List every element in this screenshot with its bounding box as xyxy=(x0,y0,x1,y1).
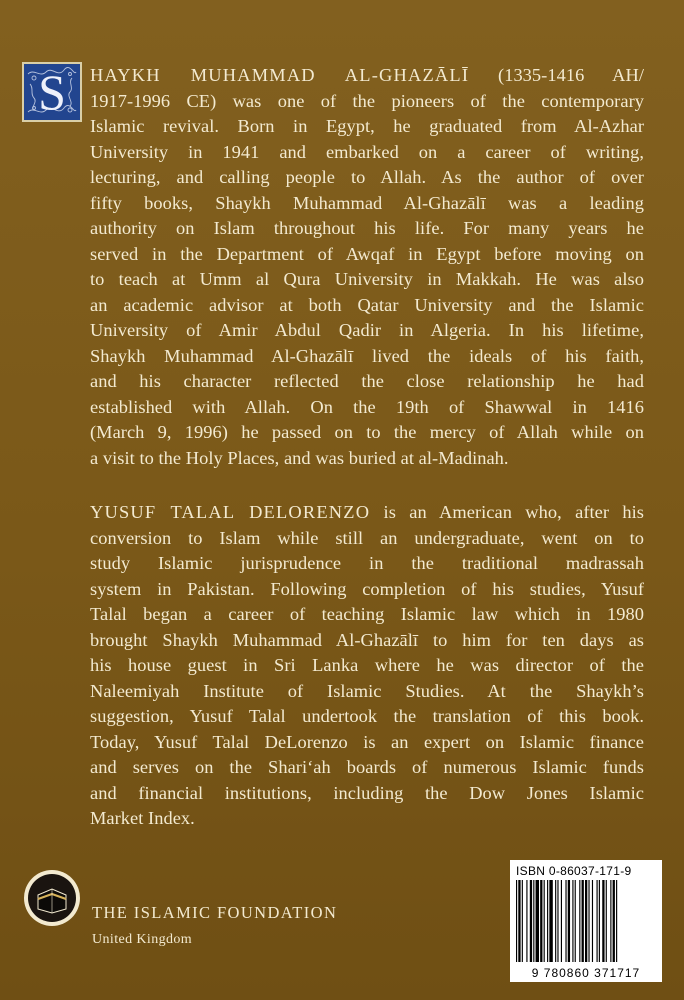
isbn-label: ISBN 0-86037-171-9 xyxy=(516,864,632,878)
bio-line: established with Allah. On the 19th of Shawwal in 1416 xyxy=(90,396,644,417)
bio-line: Talal began a career of teaching Islamic law which in 1980 xyxy=(90,604,644,624)
bio-line: suggestion, Yusuf Talal undertook the translation of this book. xyxy=(90,706,644,726)
barcode-bar xyxy=(572,880,573,962)
bio-line: Market Index. xyxy=(90,808,195,828)
barcode-bar xyxy=(544,880,545,962)
bio-line: and financial institutions, including the Dow Jones Islamic xyxy=(90,782,644,803)
bio-line: Shaykh Muhammad Al-Ghazālī lived the ideals of his faith, xyxy=(90,345,644,366)
bio-line: served in the Department of Awqaf in Egypt before moving on xyxy=(90,243,644,264)
kaaba-logo-icon xyxy=(22,868,82,928)
bio-line: and his character reflected the close relationship he had xyxy=(90,371,644,391)
author-name-lead: HAYKH MUHAMMAD AL-GHAZĀLĪ xyxy=(90,65,470,85)
barcode-area xyxy=(510,860,662,982)
barcode-bar xyxy=(592,880,593,962)
ean-number: 9 780860 371717 xyxy=(531,966,641,980)
author-biography: HAYKH MUHAMMAD AL-GHAZĀLĪ (1335-1416 AH/ 1917-1996 CE) was one of the pioneers of the contemporary Islamic revival. Born in Egypt, he graduated from Al-Azhar University in 1941 and embarked on a career of writing, lecturing, and calling people to Allah. As the author of over fifty books, Shaykh Muhammad Al-Ghazālī was a leading authority on Islam throughout his life. For many years he served in the Department of Awqaf in Egypt before moving on to teach at Umm al Qura University in Makkah. He was also an academic advisor at both Qatar University and the Islamic University of Amir Abdul Qadir in Algeria. In his lifetime, Shaykh Muhammad Al-Ghazālī lived the ideals of his faith, and his character reflected the close relationship he had established with Allah. On the 19th of Shawwal in 1416 (March 9, 1996) he passed on to the mercy of Allah while on a visit to the Holy Places, and was buried at al-Madinah. xyxy=(90,63,644,471)
barcode-bar xyxy=(616,880,617,962)
barcode-bar xyxy=(582,880,584,962)
bio-line: an academic advisor at both Qatar University and the Islamic xyxy=(90,294,644,315)
bio-line: Islamic revival. Born in Egypt, he graduated from Al-Azhar xyxy=(90,116,644,136)
barcode-bar xyxy=(547,880,548,962)
publisher-place: United Kingdom xyxy=(92,932,193,947)
bio-line: Today, Yusuf Talal DeLorenzo is an expert on Islamic finance xyxy=(90,731,644,752)
barcode-bar xyxy=(549,880,552,962)
bio-line: conversion to Islam while still an undergraduate, went on to xyxy=(90,527,644,548)
bio-line: system in Pakistan. Following completion of his studies, Yusuf xyxy=(90,578,644,599)
bio-line: to teach at Umm al Qura University in Makkah. He was also xyxy=(90,269,644,289)
bio-line: and serves on the Shari‘ah boards of numerous Islamic funds xyxy=(90,757,644,777)
barcode-bar xyxy=(540,880,542,962)
barcode-bar xyxy=(565,880,566,962)
barcode-bar xyxy=(606,880,607,962)
bio-line: authority on Islam throughout his life. For many years he xyxy=(90,218,644,238)
bio-line: a visit to the Holy Places, and was buried at al-Madinah. xyxy=(90,447,509,468)
bio-line: his house guest in Sri Lanka where he was director of the xyxy=(90,655,644,675)
publisher-name: THE ISLAMIC FOUNDATION xyxy=(92,903,338,922)
barcode-bars-icon xyxy=(514,880,658,962)
bio-line: fifty books, Shaykh Muhammad Al-Ghazālī was a leading xyxy=(90,192,644,213)
translator-biography: YUSUF TALAL DELORENZO is an American who, after his conversion to Islam while still an undergraduate, went on to study Islamic jurisprudence in the traditional madrassah system in Pakistan. Following completion of his studies, Yusuf Talal began a career of teaching Islamic law which in 1980 brought Shaykh Muhammad Al-Ghazālī to him for ten days as his house guest in Sri Lanka where he was director of the Naleemiyah Institute of Islamic Studies. At the Shaykh’s suggestion, Yusuf Talal undertook the translation of this book. Today, Yusuf Talal DeLorenzo is an expert on Islamic finance and serves on the Shari‘ah boards of numerous Islamic funds and financial institutions, including the Dow Jones Islamic Market Index. xyxy=(90,500,644,832)
barcode-bar xyxy=(533,880,534,962)
barcode-bar xyxy=(530,880,532,962)
barcode-bar xyxy=(602,880,604,962)
barcode-bar xyxy=(579,880,580,962)
drop-cap-s-icon xyxy=(22,62,82,122)
translator-name-lead: YUSUF TALAL DELORENZO xyxy=(90,502,371,522)
barcode-bar xyxy=(557,880,558,962)
barcode-bar xyxy=(516,880,517,962)
barcode-bar xyxy=(599,880,600,962)
barcode-bar xyxy=(610,880,611,962)
barcode-bar xyxy=(518,880,520,962)
bio-line: University in 1941 and embarked on a career of writing, xyxy=(90,141,644,162)
barcode-bar xyxy=(522,880,523,962)
bio-line: (March 9, 1996) he passed on to the mercy of Allah while on xyxy=(90,422,644,442)
svg-text:S: S xyxy=(38,64,66,120)
barcode-bar xyxy=(555,880,556,962)
barcode-bar xyxy=(613,880,615,962)
barcode-bar xyxy=(575,880,576,962)
bio-line: brought Shaykh Muhammad Al-Ghazālī to him for ten days as xyxy=(90,629,644,650)
barcode-bar xyxy=(597,880,598,962)
bio-line: 1917-1996 CE) was one of the pioneers of the contemporary xyxy=(90,90,644,111)
barcode-bar xyxy=(568,880,570,962)
bio-line: Naleemiyah Institute of Islamic Studies. At the Shaykh’s xyxy=(90,680,644,701)
barcode-bar xyxy=(526,880,527,962)
barcode-bar xyxy=(588,880,589,962)
bio-line: lecturing, and calling people to Allah. As the author of over xyxy=(90,167,644,187)
barcode-bar xyxy=(585,880,587,962)
barcode-bar xyxy=(536,880,539,962)
bio-line: study Islamic jurisprudence in the traditional madrassah xyxy=(90,553,644,573)
barcode-bar xyxy=(561,880,562,962)
bio-line: University of Amir Abdul Qadir in Algeria. In his lifetime, xyxy=(90,320,644,340)
